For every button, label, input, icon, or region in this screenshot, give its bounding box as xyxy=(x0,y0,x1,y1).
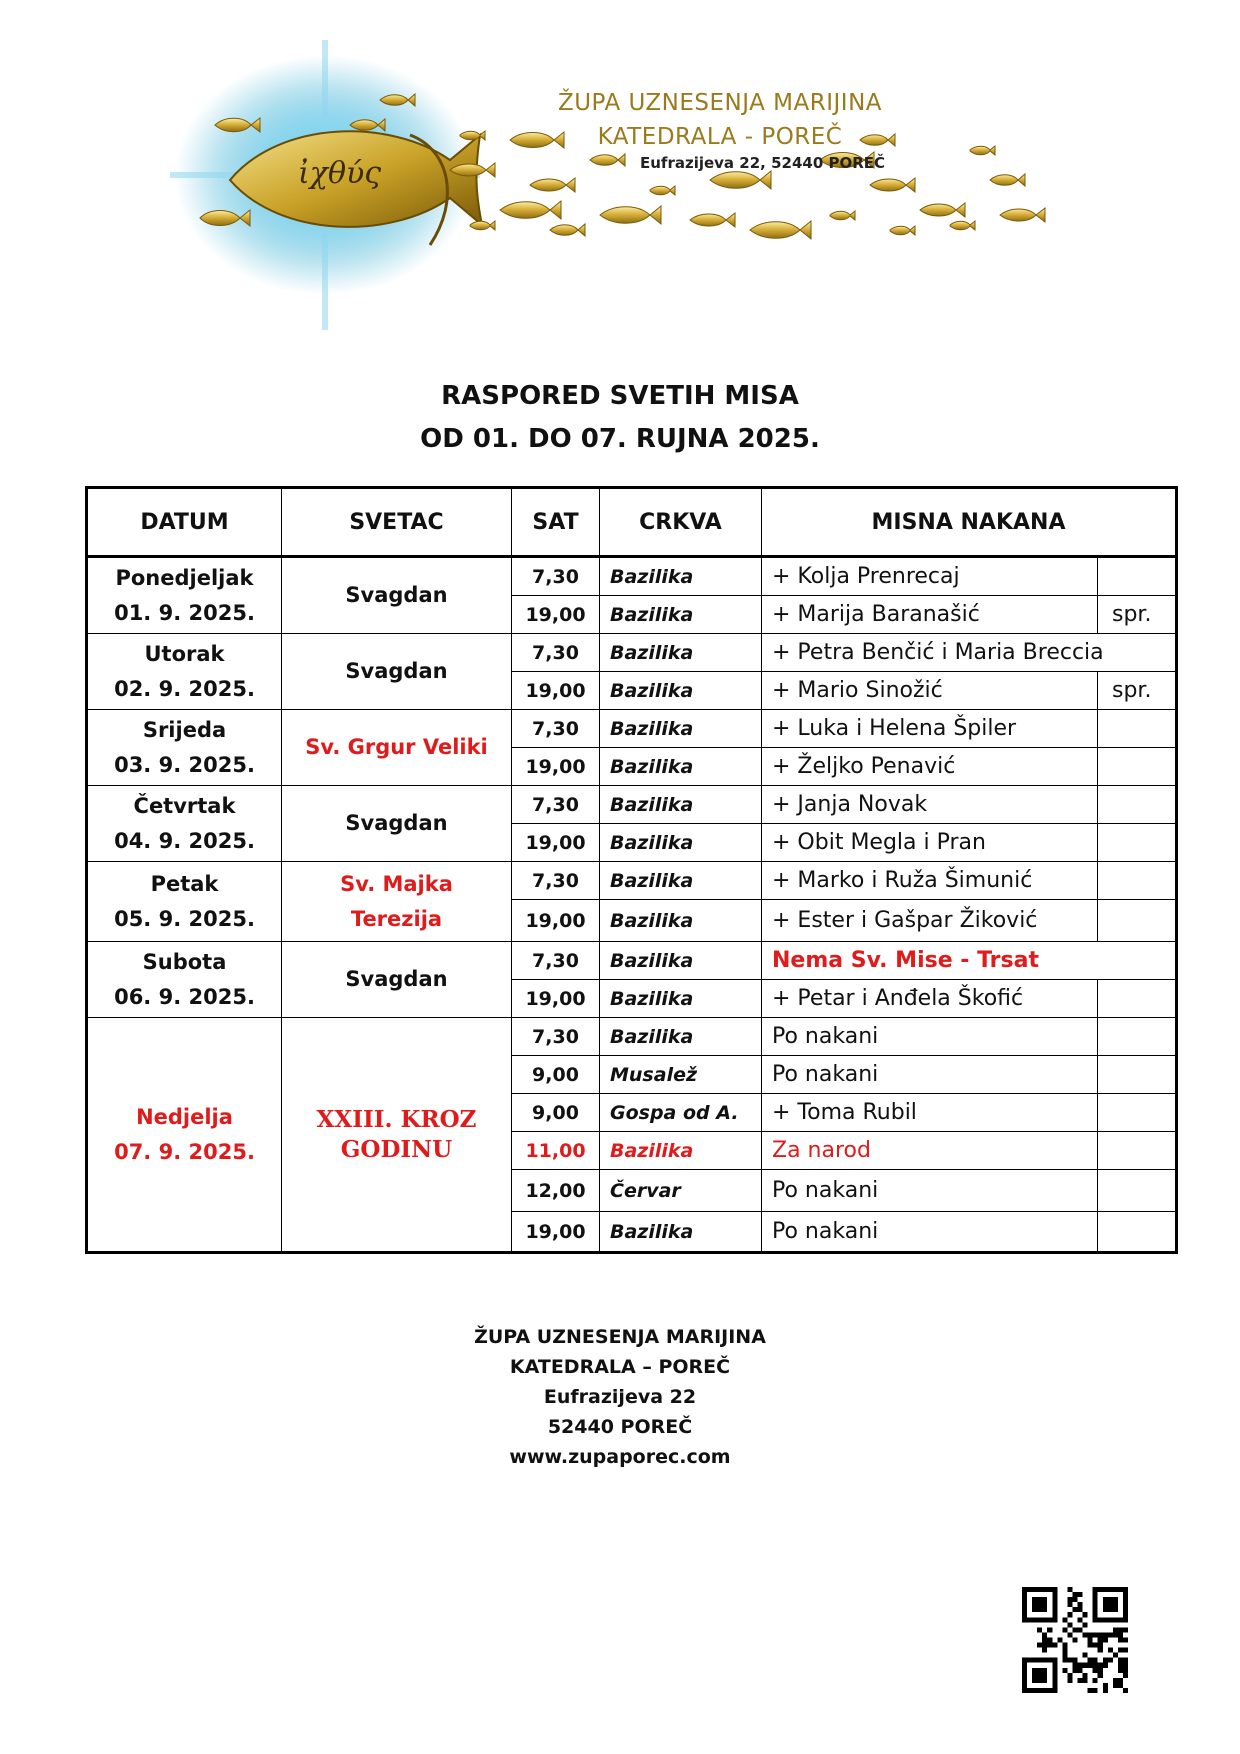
table-row xyxy=(87,1018,1177,1056)
mass-church: Bazilika xyxy=(600,634,762,672)
mass-intention: + Kolja Prenrecaj xyxy=(772,564,960,589)
mass-church: Bazilika xyxy=(600,672,762,710)
mass-church: Bazilika xyxy=(600,900,762,942)
mass-time: 12,00 xyxy=(512,1170,600,1212)
mass-intention-cell xyxy=(762,748,1177,786)
mass-intention-cell xyxy=(762,786,1177,824)
footer-line1: ŽUPA UZNESENJA MARIJINA xyxy=(474,1326,766,1348)
mass-church: Bazilika xyxy=(600,1018,762,1056)
header-parish-line2: KATEDRALA - POREČ xyxy=(597,124,843,150)
mass-time: 7,30 xyxy=(512,710,600,748)
saint-cell: Svagdan xyxy=(282,557,512,634)
mass-intention: + Ester i Gašpar Žiković xyxy=(772,908,1038,933)
header-crkva: CRKVA xyxy=(600,488,762,557)
mass-intention: Po nakani xyxy=(772,1219,879,1244)
mass-schedule-table xyxy=(85,486,1178,1254)
mass-time: 19,00 xyxy=(512,900,600,942)
mass-time: 19,00 xyxy=(512,672,600,710)
ichthys-fish-logo-icon xyxy=(130,40,1090,330)
day-name: Srijeda xyxy=(142,717,227,742)
mass-church: Bazilika xyxy=(600,980,762,1018)
mass-church: Gospa od A. xyxy=(600,1094,762,1132)
mass-intention: Po nakani xyxy=(772,1062,879,1087)
mass-intention: + Luka i Helena Špiler xyxy=(772,716,1017,741)
header-sat: SAT xyxy=(512,488,600,557)
page-title xyxy=(0,375,1240,461)
footer-line4: 52440 POREČ xyxy=(547,1416,693,1438)
mass-intention-cell xyxy=(762,1056,1177,1094)
mass-intention: + Obit Megla i Pran xyxy=(772,830,986,855)
day-date: 01. 9. 2025. xyxy=(114,600,255,625)
header-svetac: SVETAC xyxy=(282,488,512,557)
day-date: 02. 9. 2025. xyxy=(114,676,255,701)
mass-time: 11,00 xyxy=(512,1132,600,1170)
date-cell xyxy=(87,710,282,786)
header-parish-name xyxy=(520,86,920,154)
header-address: Eufrazijeva 22, 52440 POREČ xyxy=(640,154,886,172)
mass-intention-cell xyxy=(762,710,1177,748)
mass-intention-cell xyxy=(762,862,1177,900)
day-name: Subota xyxy=(142,949,227,974)
mass-intention-cell xyxy=(762,1132,1177,1170)
mass-intention: + Mario Sinožić xyxy=(772,678,943,703)
date-cell xyxy=(87,786,282,862)
mass-time: 7,30 xyxy=(512,557,600,596)
day-name: Nedjelja xyxy=(136,1104,233,1129)
saint-cell: Svagdan xyxy=(282,786,512,862)
mass-intention: + Marko i Ruža Šimunić xyxy=(772,868,1033,893)
title-line1: RASPORED SVETIH MISA xyxy=(441,381,799,411)
qr-code-icon xyxy=(1022,1587,1128,1693)
mass-time: 9,00 xyxy=(512,1056,600,1094)
mass-time: 7,30 xyxy=(512,942,600,980)
table-row xyxy=(87,557,1177,596)
saint-cell: Svagdan xyxy=(282,942,512,1018)
table-row xyxy=(87,710,1177,748)
mass-church: Bazilika xyxy=(600,824,762,862)
footer-website-link[interactable]: www.zupaporec.com xyxy=(509,1446,731,1468)
mass-church: Bazilika xyxy=(600,1212,762,1253)
mass-church: Bazilika xyxy=(600,596,762,634)
day-name: Ponedjeljak xyxy=(115,565,254,590)
mass-intention: + Željko Penavić xyxy=(772,754,956,779)
saint-cell: Svagdan xyxy=(282,634,512,710)
day-date: 07. 9. 2025. xyxy=(114,1139,255,1164)
mass-church: Bazilika xyxy=(600,786,762,824)
day-name: Četvrtak xyxy=(133,793,236,818)
mass-church: Bazilika xyxy=(600,942,762,980)
date-cell xyxy=(87,634,282,710)
day-name: Petak xyxy=(150,871,219,896)
header-parish-line1: ŽUPA UZNESENJA MARIJINA xyxy=(557,90,883,116)
table-row xyxy=(87,942,1177,980)
mass-time: 19,00 xyxy=(512,748,600,786)
mass-church: Bazilika xyxy=(600,748,762,786)
date-cell xyxy=(87,862,282,942)
saint-cell: XXIII. KROZ GODINU xyxy=(282,1018,512,1253)
table-row xyxy=(87,862,1177,900)
table-row xyxy=(87,634,1177,672)
mass-church: Bazilika xyxy=(600,1132,762,1170)
footer-line3: Eufrazijeva 22 xyxy=(543,1386,697,1408)
table-row xyxy=(87,786,1177,824)
mass-time: 7,30 xyxy=(512,1018,600,1056)
mass-intention-cell xyxy=(762,1018,1177,1056)
mass-time: 19,00 xyxy=(512,1212,600,1253)
mass-intention-cell xyxy=(762,942,1177,980)
mass-intention-cell xyxy=(762,980,1177,1018)
mass-intention-cell xyxy=(762,557,1177,596)
ichthys-logo-text: ἰχθύς xyxy=(298,156,382,191)
day-date: 04. 9. 2025. xyxy=(114,828,255,853)
intention-suffix: spr. xyxy=(1112,602,1152,627)
mass-church: Bazilika xyxy=(600,710,762,748)
mass-time: 7,30 xyxy=(512,786,600,824)
day-name: Utorak xyxy=(144,641,225,666)
mass-intention-cell xyxy=(762,634,1177,672)
saint-cell: Sv. Majka Terezija xyxy=(282,862,512,942)
mass-church: Bazilika xyxy=(600,557,762,596)
mass-intention-cell xyxy=(762,824,1177,862)
mass-intention-cell xyxy=(762,1212,1177,1253)
mass-intention-cell xyxy=(762,1094,1177,1132)
day-date: 05. 9. 2025. xyxy=(114,906,255,931)
mass-time: 19,00 xyxy=(512,824,600,862)
mass-intention: Za narod xyxy=(772,1138,871,1163)
header-misna-nakana: MISNA NAKANA xyxy=(762,488,1177,557)
mass-time: 9,00 xyxy=(512,1094,600,1132)
saint-cell: Sv. Grgur Veliki xyxy=(282,710,512,786)
mass-intention-cell xyxy=(762,1170,1177,1212)
mass-church: Červar xyxy=(600,1170,762,1212)
mass-intention: + Petra Benčić i Maria Breccia xyxy=(772,640,1104,665)
table-header-row xyxy=(87,488,1177,557)
mass-intention: + Petar i Anđela Škofić xyxy=(772,986,1024,1011)
mass-church: Bazilika xyxy=(600,862,762,900)
mass-intention: Po nakani xyxy=(772,1024,879,1049)
mass-intention: + Marija Baranašić xyxy=(772,602,980,627)
date-cell xyxy=(87,557,282,634)
mass-intention: + Toma Rubil xyxy=(772,1100,917,1125)
mass-intention-cell xyxy=(762,596,1177,634)
mass-intention: Nema Sv. Mise - Trsat xyxy=(772,948,1039,973)
day-date: 06. 9. 2025. xyxy=(114,984,255,1009)
day-date: 03. 9. 2025. xyxy=(114,752,255,777)
mass-time: 7,30 xyxy=(512,862,600,900)
date-cell xyxy=(87,1018,282,1253)
mass-intention: Po nakani xyxy=(772,1178,879,1203)
mass-time: 19,00 xyxy=(512,980,600,1018)
footer-line2: KATEDRALA – POREČ xyxy=(509,1356,731,1378)
title-line2: OD 01. DO 07. RUJNA 2025. xyxy=(420,424,820,454)
mass-time: 7,30 xyxy=(512,634,600,672)
header-datum: DATUM xyxy=(87,488,282,557)
footer-address-block xyxy=(0,1322,1240,1472)
mass-intention-cell xyxy=(762,672,1177,710)
mass-time: 19,00 xyxy=(512,596,600,634)
intention-suffix: spr. xyxy=(1112,678,1152,703)
mass-church: Musalež xyxy=(600,1056,762,1094)
date-cell xyxy=(87,942,282,1018)
mass-intention: + Janja Novak xyxy=(772,792,928,817)
mass-intention-cell xyxy=(762,900,1177,942)
